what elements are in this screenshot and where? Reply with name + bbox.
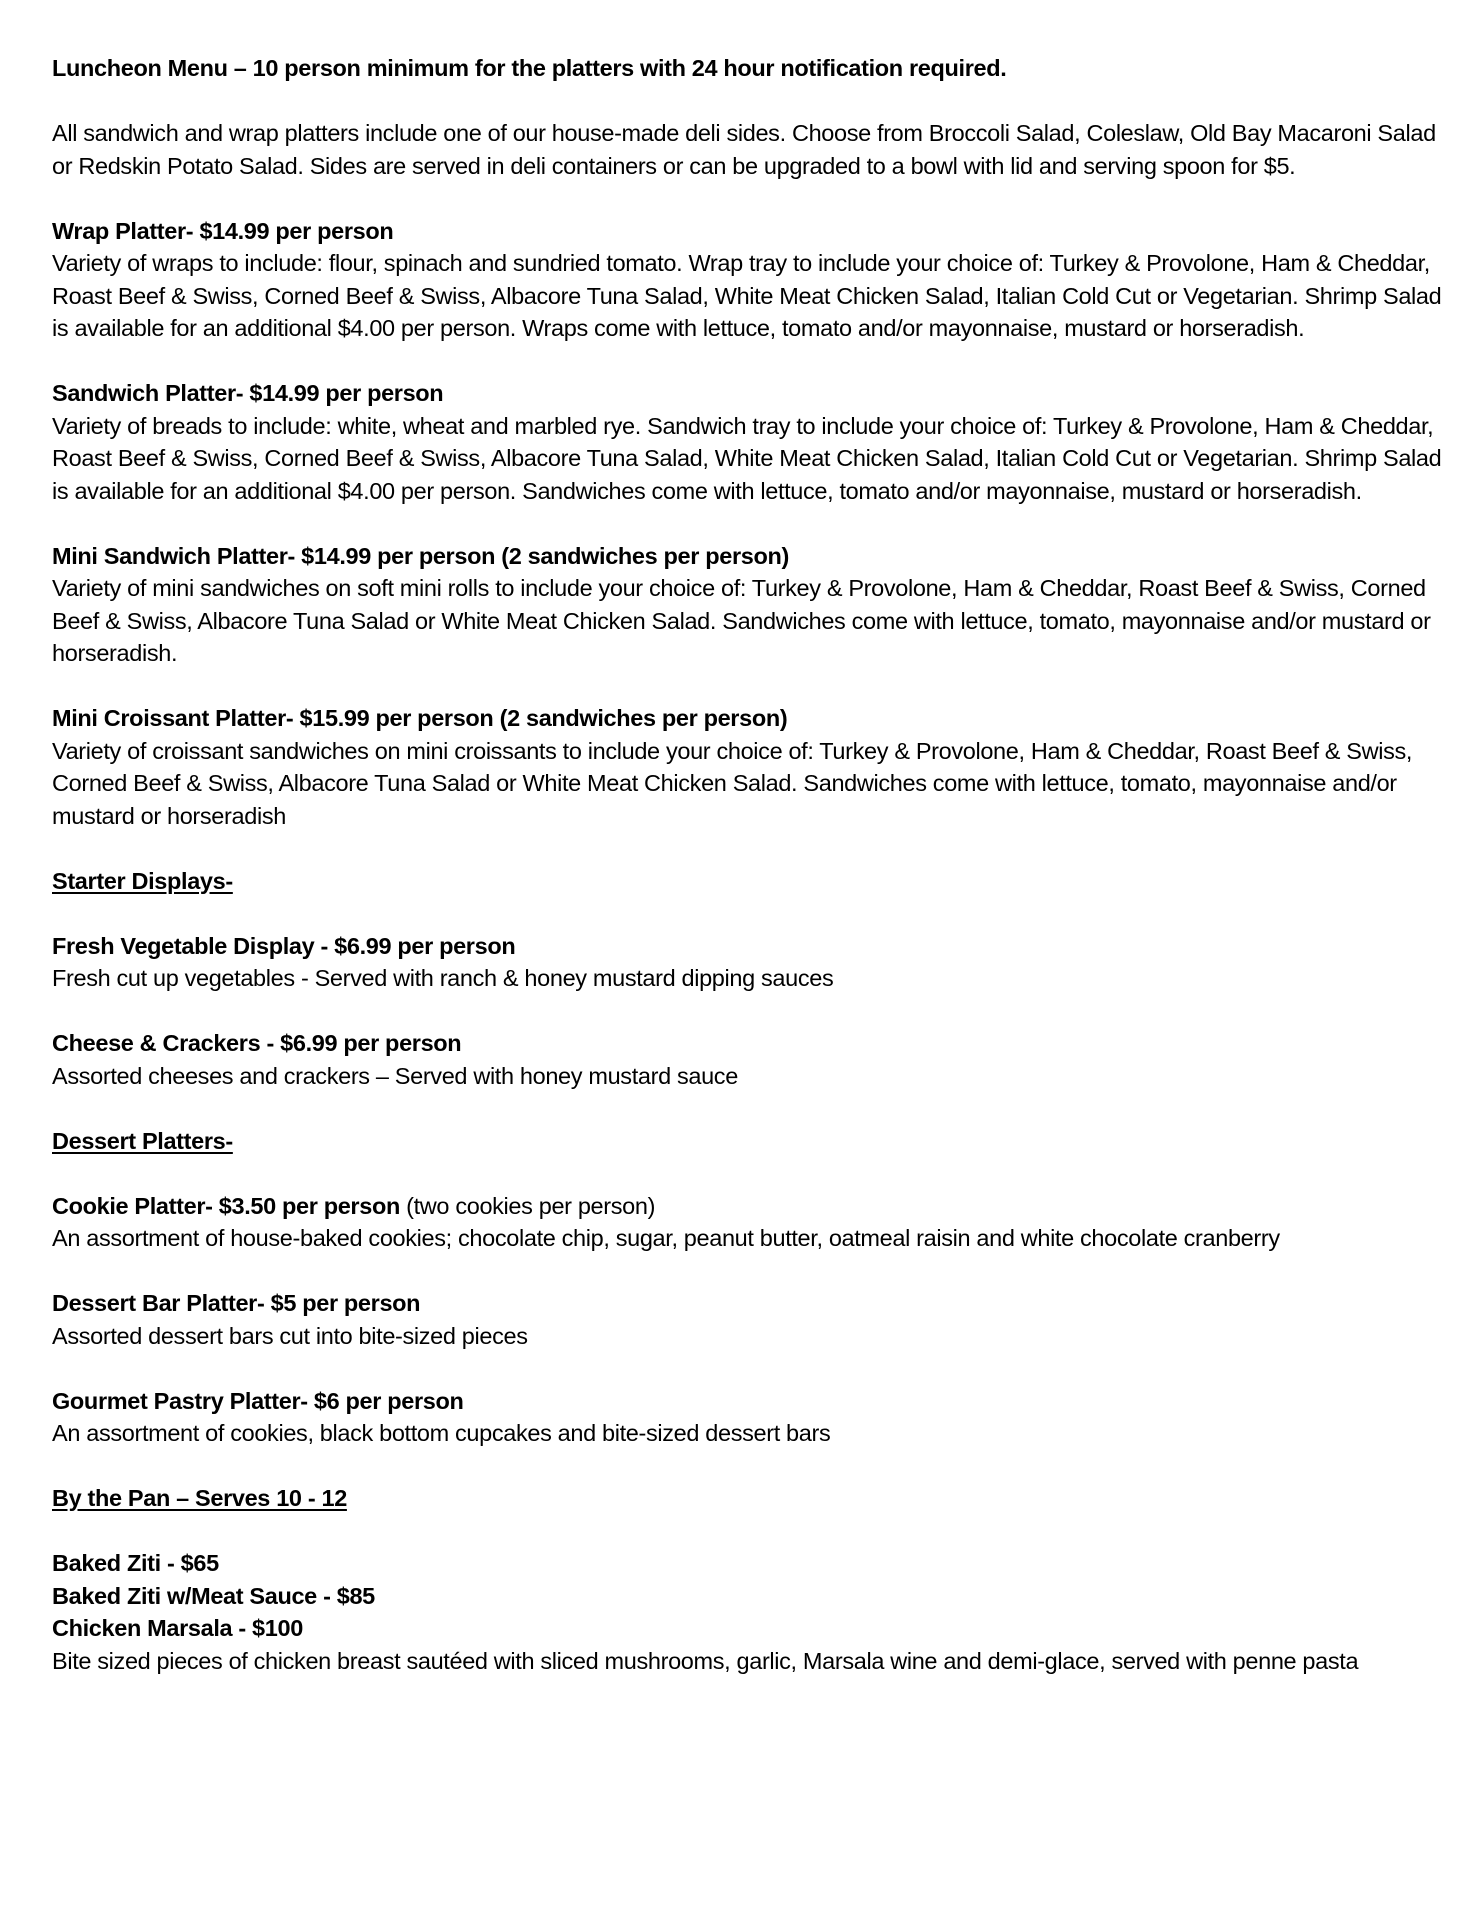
wrap-platter-description: Variety of wraps to include: flour, spinach and sundried tomato. Wrap tray to include your choice of: Turkey & Provolone, Ham & Cheddar, Roast Beef & Swiss, Corned Beef & Swiss, Albacore Tuna Salad, White Meat Chicken Salad, Italian Cold Cut or Vegetarian. Shrimp Salad is available for an additional $4.00 per person. Wraps come with lettuce, tomato and/or mayonnaise, mustard or horseradish. bbox=[52, 250, 1442, 341]
starter-displays-heading-text: Starter Displays- bbox=[52, 867, 233, 894]
dessert-bar-platter-name: Dessert Bar Platter- $5 per person bbox=[52, 1290, 421, 1316]
starter-displays-heading bbox=[52, 865, 1442, 898]
cheese-crackers-description: Assorted cheeses and crackers – Served with honey mustard sauce bbox=[52, 1062, 738, 1089]
cookie-platter-description: An assortment of house-baked cookies; chocolate chip, sugar, peanut butter, oatmeal raisin and white chocolate cranberry bbox=[52, 1225, 1280, 1251]
mini-sandwich-platter-description: Variety of mini sandwiches on soft mini rolls to include your choice of: Turkey & Provolone, Ham & Cheddar, Roast Beef & Swiss, Corned Beef & Swiss, Albacore Tuna Salad or White Meat Chicken Salad. Sandwiches come with lettuce, tomato, mayonnaise and/or mustard or horseradish. bbox=[52, 575, 1431, 666]
mini-croissant-platter bbox=[52, 702, 1442, 832]
wrap-platter-name: Wrap Platter- $14.99 per person bbox=[52, 217, 394, 244]
by-the-pan-list bbox=[52, 1547, 1442, 1677]
intro-paragraph: All sandwich and wrap platters include one of our house-made deli sides. Choose from Broccoli Salad, Coleslaw, Old Bay Macaroni Salad or Redskin Potato Salad. Sides are served in deli containers or can be upgraded to a bowl with lid and serving spoon for $5. bbox=[52, 120, 1436, 179]
dessert-platters-heading-text: Dessert Platters- bbox=[52, 1127, 233, 1154]
baked-ziti-meat-sauce-name: Baked Ziti w/Meat Sauce - $85 bbox=[52, 1582, 375, 1609]
menu-title bbox=[52, 52, 1442, 85]
fresh-vegetable-display-name: Fresh Vegetable Display - $6.99 per person bbox=[52, 932, 516, 959]
menu-document bbox=[52, 52, 1442, 1677]
wrap-platter bbox=[52, 215, 1442, 345]
fresh-vegetable-display bbox=[52, 930, 1442, 995]
dessert-bar-platter bbox=[52, 1287, 1442, 1352]
cookie-platter-title-line bbox=[52, 1190, 1442, 1223]
chicken-marsala-name: Chicken Marsala - $100 bbox=[52, 1615, 303, 1641]
sandwich-platter-description: Variety of breads to include: white, wheat and marbled rye. Sandwich tray to include your choice of: Turkey & Provolone, Ham & Cheddar, Roast Beef & Swiss, Corned Beef & Swiss, Albacore Tuna Salad, White Meat Chicken Salad, Italian Cold Cut or Vegetarian. Shrimp Salad is available for an additional $4.00 per person. Sandwiches come with lettuce, tomato and/or mayonnaise, mustard or horseradish. bbox=[52, 412, 1442, 504]
baked-ziti-name: Baked Ziti - $65 bbox=[52, 1550, 219, 1576]
gourmet-pastry-platter-name: Gourmet Pastry Platter- $6 per person bbox=[52, 1387, 464, 1414]
mini-croissant-platter-description: Variety of croissant sandwiches on mini croissants to include your choice of: Turkey & Provolone, Ham & Cheddar, Roast Beef & Swiss, Corned Beef & Swiss, Albacore Tuna Salad or White Meat Chicken Salad. Sandwiches come with lettuce, tomato, mayonnaise and/or mustard or horseradish bbox=[52, 737, 1413, 829]
cookie-platter-note: (two cookies per person) bbox=[399, 1192, 656, 1219]
dessert-bar-platter-description: Assorted dessert bars cut into bite-sized pieces bbox=[52, 1322, 528, 1349]
cookie-platter bbox=[52, 1190, 1442, 1255]
by-the-pan-heading bbox=[52, 1482, 1442, 1515]
chicken-marsala-description: Bite sized pieces of chicken breast sautéed with sliced mushrooms, garlic, Marsala wine and demi-glace, served with penne pasta bbox=[52, 1647, 1359, 1674]
cheese-crackers-name: Cheese & Crackers - $6.99 per person bbox=[52, 1030, 462, 1056]
sandwich-platter bbox=[52, 377, 1442, 507]
cookie-platter-name: Cookie Platter- $3.50 per person bbox=[52, 1192, 400, 1219]
mini-croissant-platter-name: Mini Croissant Platter- $15.99 per person (2 sandwiches per person) bbox=[52, 705, 788, 731]
gourmet-pastry-platter bbox=[52, 1385, 1442, 1450]
mini-sandwich-platter-name: Mini Sandwich Platter- $14.99 per person (2 sandwiches per person) bbox=[52, 542, 789, 569]
dessert-platters-heading bbox=[52, 1125, 1442, 1158]
by-the-pan-heading-text: By the Pan – Serves 10 - 12 bbox=[52, 1485, 347, 1511]
cheese-crackers bbox=[52, 1027, 1442, 1092]
menu-title-text: Luncheon Menu – 10 person minimum for the platters with 24 hour notification required. bbox=[52, 55, 1007, 81]
gourmet-pastry-platter-description: An assortment of cookies, black bottom cupcakes and bite-sized dessert bars bbox=[52, 1420, 831, 1446]
fresh-vegetable-display-description: Fresh cut up vegetables - Served with ranch & honey mustard dipping sauces bbox=[52, 965, 834, 991]
mini-sandwich-platter bbox=[52, 540, 1442, 670]
sandwich-platter-name: Sandwich Platter- $14.99 per person bbox=[52, 380, 444, 406]
